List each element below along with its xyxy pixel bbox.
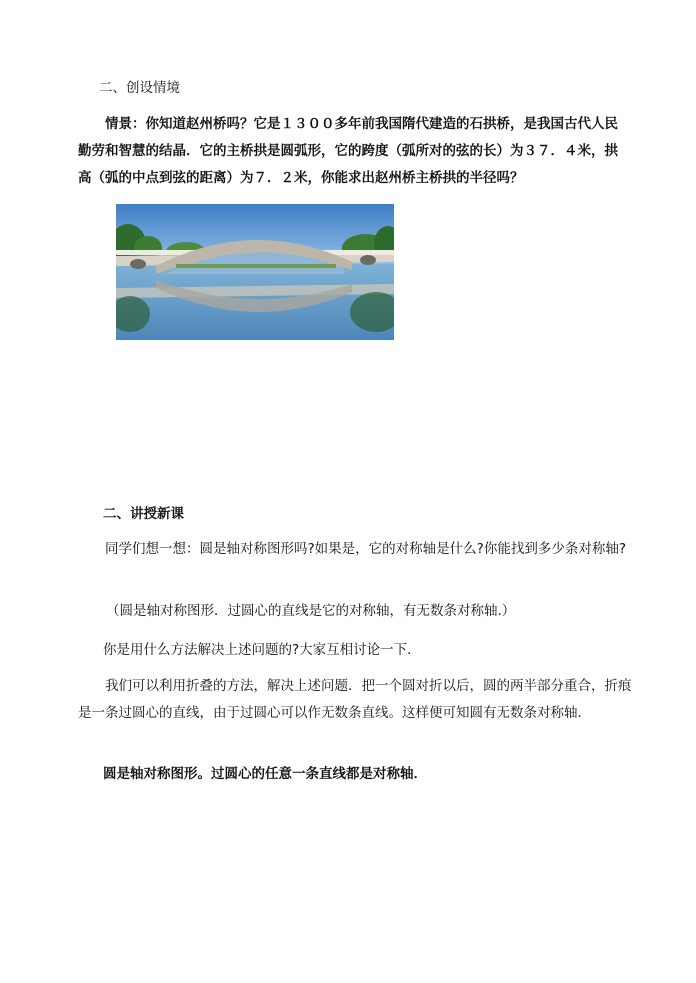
question-axis-symmetry: 同学们想一想：圆是轴对称图形吗?如果是，它的对称轴是什么?你能找到多少条对称轴?	[105, 541, 626, 557]
zhaozhou-bridge-photo	[116, 204, 394, 340]
question-method: 你是用什么方法解决上述问题的?大家互相讨论一下．	[103, 642, 421, 658]
answer-axis-symmetry: （圆是轴对称图形．过圆心的直线是它的对称轴，有无数条对称轴.）	[106, 603, 516, 619]
section-heading-new-lesson: 二、讲授新课	[103, 506, 184, 522]
scenario-paragraph: 情景：你知道赵州桥吗？它是１３００多年前我国隋代建造的石拱桥，是我国古代人民勤劳和智慧的结晶．它的主桥拱是圆弧形，它的跨度（弧所对的弦的长）为３７．４米，拱高（弧的中点到弦的距离）为７．２米，你能求出赵州桥主桥拱的半径吗？	[78, 116, 618, 186]
conclusion-text: 圆是轴对称图形。过圆心的任意一条直线都是对称轴．	[103, 766, 427, 782]
folding-explanation: 我们可以利用折叠的方法，解决上述问题．把一个圆对折以后，圆的两半部分重合，折痕是一条过圆心的直线，由于过圆心可以作无数条直线。这样便可知圆有无数条对称轴．	[78, 678, 632, 721]
section-heading-scenario: 二、创设情境	[99, 80, 180, 96]
